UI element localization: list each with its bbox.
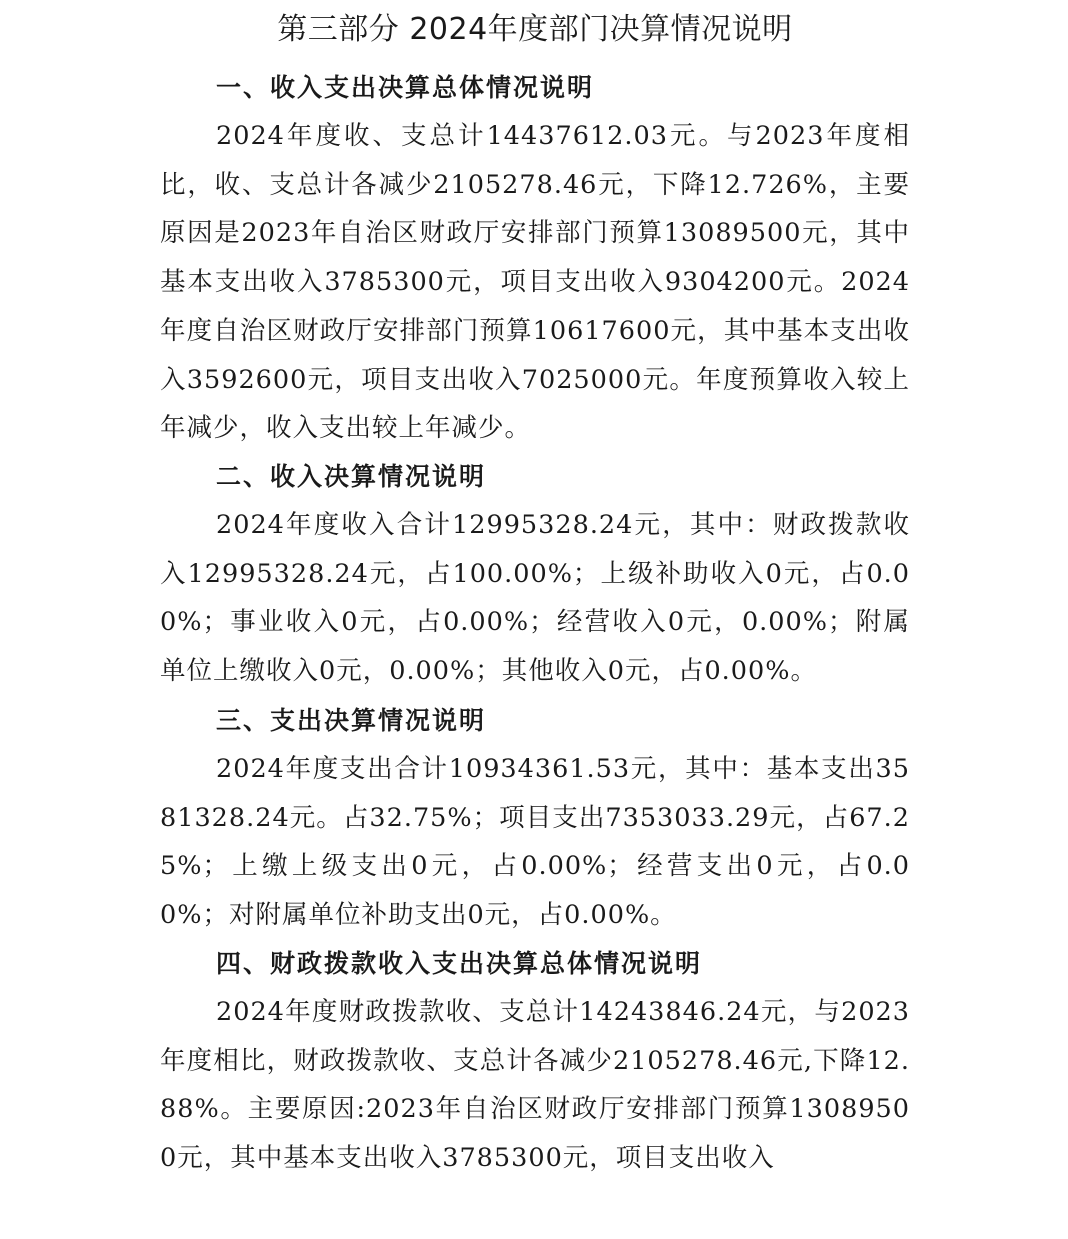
section-paragraph: 2024年度收入合计12995328.24元，其中：财政拨款收入12995328.24元，占100.00%；上级补助收入0元，占0.00%；事业收入0元，占0.00%；经营收入0元，0.00%；附属单位上缴收入0元，0.00%；其他收入0元，占0.00%。 bbox=[160, 510, 910, 687]
page-title: 第三部分 2024年度部门决算情况说明 bbox=[277, 12, 793, 47]
section-overall bbox=[160, 64, 910, 453]
section-paragraph: 2024年度财政拨款收、支总计14243846.24元，与2023年度相比，财政拨款收、支总计各减少2105278.46元,下降12.88%。主要原因:2023年自治区财政厅安排部门预算13089500元，其中基本支出收入3785300元，项目支出收入 bbox=[160, 997, 910, 1174]
section-fiscal-allocation bbox=[160, 940, 910, 1239]
section-heading: 三、支出决算情况说明 bbox=[216, 706, 487, 735]
section-heading: 一、收入支出决算总体情况说明 bbox=[216, 73, 595, 102]
section-heading: 二、收入决算情况说明 bbox=[216, 462, 487, 491]
section-income bbox=[160, 453, 910, 696]
section-heading: 四、财政拨款收入支出决算总体情况说明 bbox=[216, 949, 703, 978]
section-expenditure bbox=[160, 697, 910, 940]
section-paragraph: 2024年度支出合计10934361.53元，其中：基本支出3581328.24元。占32.75%；项目支出7353033.29元，占67.25%；上缴上级支出0元，占0.00%；经营支出0元，占0.00%；对附属单位补助支出0元，占0.00%。 bbox=[160, 754, 910, 931]
section-paragraph: 2024年度收、支总计14437612.03元。与2023年度相比，收、支总计各减少2105278.46元，下降12.726%，主要原因是2023年自治区财政厅安排部门预算13089500元，其中基本支出收入3785300元，项目支出收入9304200元。2024年度自治区财政厅安排部门预算10617600元，其中基本支出收入3592600元，项目支出收入7025000元。年度预算收入较上年减少，收入支出较上年减少。 bbox=[160, 121, 910, 444]
